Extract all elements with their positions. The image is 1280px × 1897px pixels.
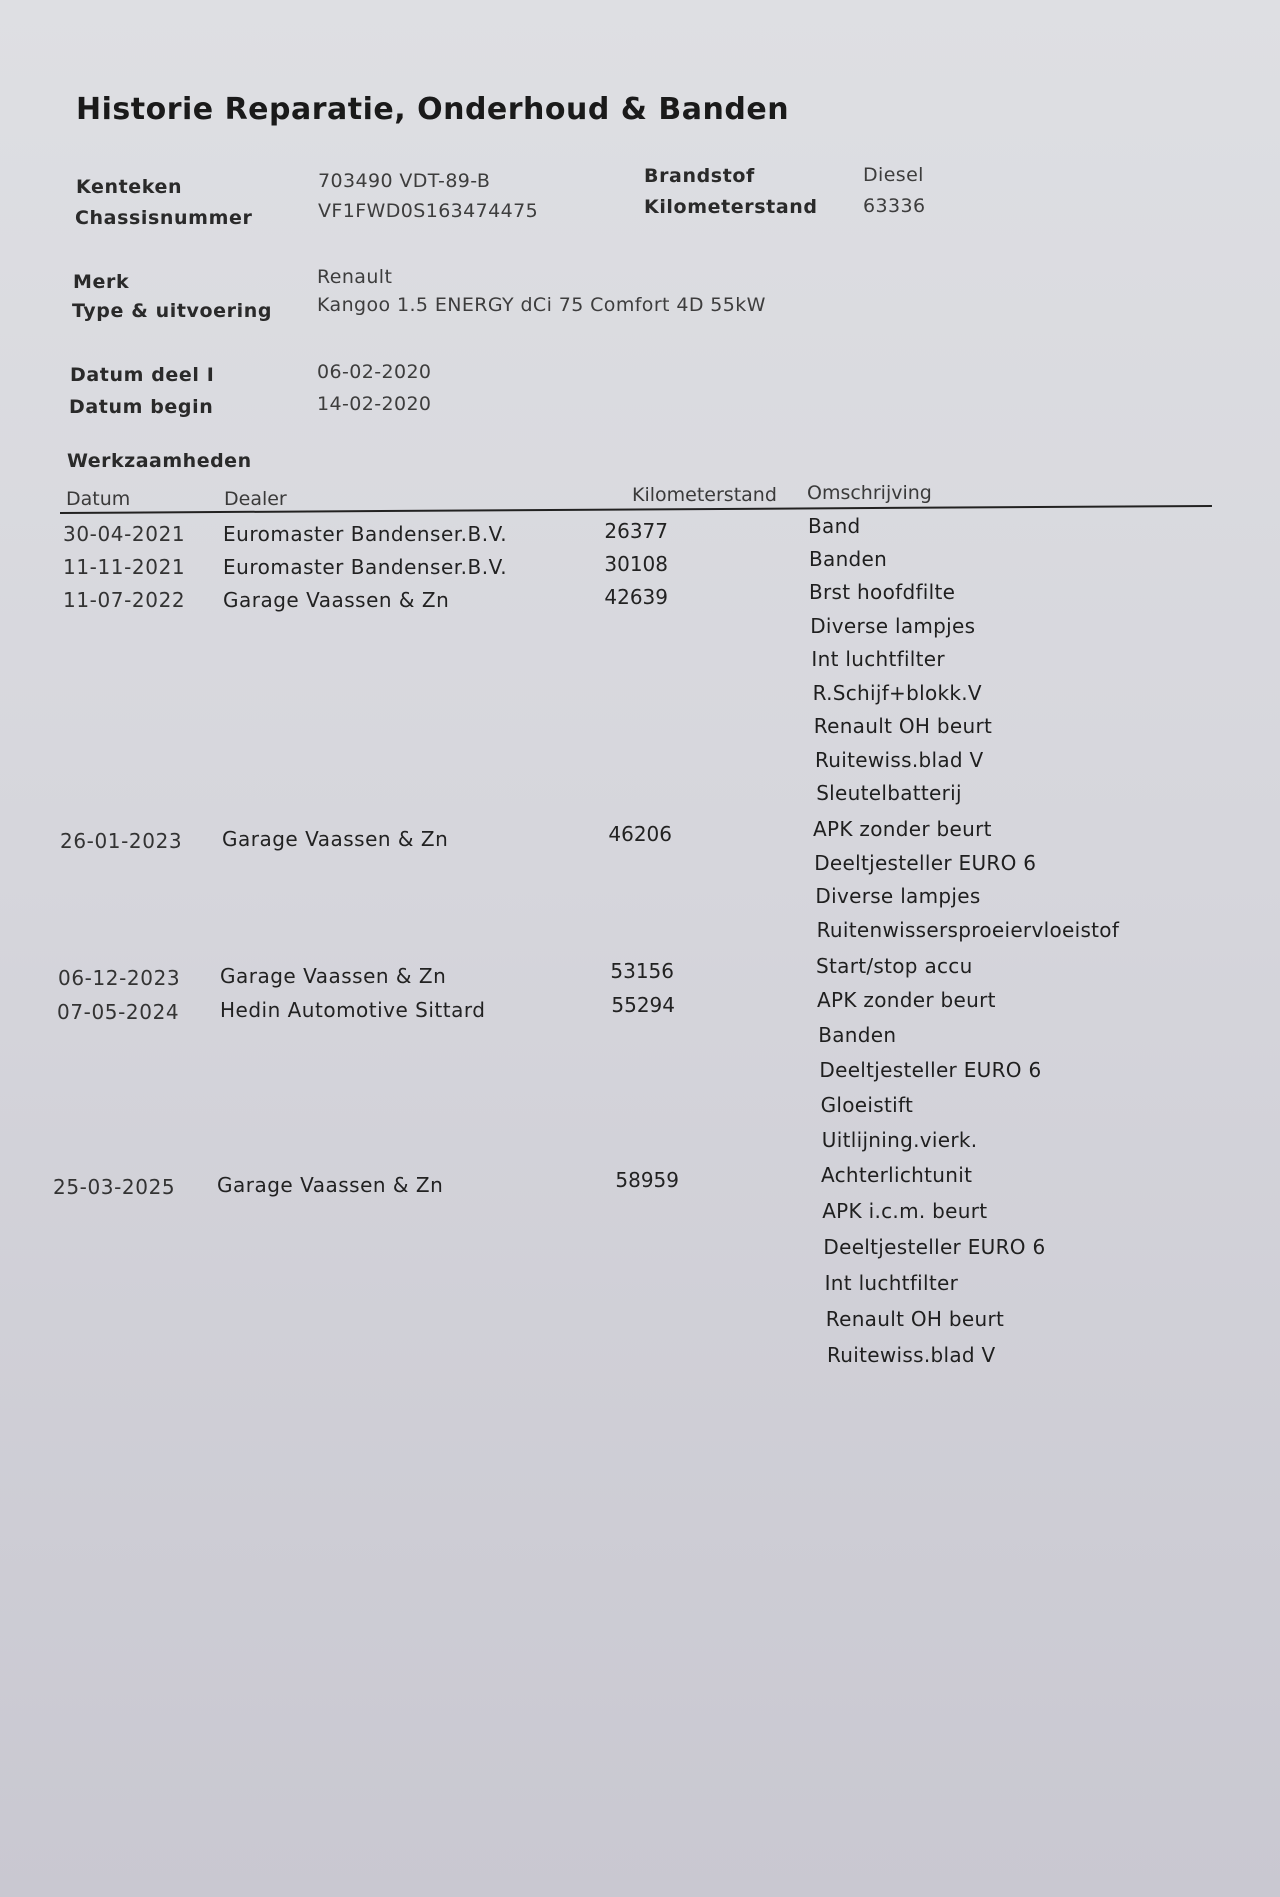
row-kilometerstand: 58959 [615, 1168, 679, 1192]
row-date: 07-05-2024 [57, 1000, 180, 1024]
row-omschrijving-item: R.Schijf+blokk.V [812, 680, 982, 705]
brandstof-label: Brandstof [644, 165, 755, 187]
row-dealer: Hedin Automotive Sittard [220, 998, 486, 1022]
type-label: Type & uitvoering [72, 300, 273, 322]
chassis-label: Chassisnummer [75, 207, 253, 229]
row-kilometerstand: 30108 [604, 552, 668, 576]
chassis-value: VF1FWD0S163474475 [318, 200, 539, 222]
row-kilometerstand: 55294 [611, 993, 675, 1017]
row-omschrijving-item: APK zonder beurt [817, 988, 996, 1012]
row-omschrijving-item: Banden [809, 547, 888, 571]
kilometerstand-value: 63336 [863, 195, 926, 217]
row-kilometerstand: 26377 [604, 519, 668, 543]
column-header-omschrijving: Omschrijving [807, 482, 932, 504]
column-header-dealer: Dealer [224, 488, 287, 510]
row-kilometerstand: 46206 [608, 822, 672, 846]
row-omschrijving-item: APK zonder beurt [813, 817, 992, 841]
row-omschrijving-item: Ruitewiss.blad V [815, 747, 984, 772]
kenteken-value: 703490 VDT-89-B [318, 170, 491, 192]
row-omschrijving-item: Deeltjesteller EURO 6 [819, 1058, 1042, 1082]
row-omschrijving-item: Brst hoofdfilte [809, 580, 956, 604]
row-date: 11-11-2021 [63, 555, 186, 579]
row-omschrijving-item: Band [808, 514, 861, 538]
column-header-datum: Datum [66, 488, 131, 510]
kilometerstand-label: Kilometerstand [644, 196, 818, 218]
type-value: Kangoo 1.5 ENERGY dCi 75 Comfort 4D 55kW [317, 294, 766, 316]
brandstof-value: Diesel [863, 164, 924, 186]
row-omschrijving-item: Diverse lampjes [810, 613, 976, 638]
row-dealer: Euromaster Bandenser.B.V. [223, 555, 508, 579]
werkzaamheden-heading: Werkzaamheden [67, 450, 252, 472]
kenteken-label: Kenteken [76, 176, 183, 198]
row-omschrijving-item: Uitlijning.vierk. [821, 1128, 978, 1152]
row-omschrijving-item: Int luchtfilter [824, 1271, 959, 1295]
row-date: 06-12-2023 [58, 966, 181, 990]
row-omschrijving-item: Deeltjesteller EURO 6 [823, 1235, 1046, 1259]
row-omschrijving-item: Gloeistift [820, 1093, 914, 1117]
row-dealer: Euromaster Bandenser.B.V. [223, 522, 508, 546]
row-omschrijving-item: Banden [818, 1023, 897, 1047]
merk-value: Renault [317, 266, 393, 288]
row-kilometerstand: 42639 [604, 585, 668, 609]
row-omschrijving-item: Int luchtfilter [811, 647, 945, 671]
row-omschrijving-item: Achterlichtunit [821, 1163, 973, 1187]
row-omschrijving-item: Ruitewiss.blad V [827, 1343, 996, 1367]
row-kilometerstand: 53156 [610, 959, 674, 983]
row-omschrijving-item: Sleutelbatterij [816, 781, 962, 805]
row-date: 25-03-2025 [53, 1175, 176, 1199]
row-omschrijving-item: Deeltjesteller EURO 6 [814, 850, 1037, 875]
column-header-kilometerstand: Kilometerstand [632, 484, 777, 506]
row-dealer: Garage Vaassen & Zn [217, 1173, 444, 1197]
merk-label: Merk [73, 271, 130, 293]
page-title: Historie Reparatie, Onderhoud & Banden [76, 92, 790, 127]
datum-deel-label: Datum deel I [70, 364, 215, 386]
row-dealer: Garage Vaassen & Zn [222, 827, 449, 851]
row-omschrijving-item: APK i.c.m. beurt [822, 1199, 988, 1223]
row-omschrijving-item: Start/stop accu [816, 954, 973, 978]
datum-deel-value: 06-02-2020 [317, 361, 432, 383]
row-omschrijving-item: Diverse lampjes [815, 884, 981, 908]
row-date: 11-07-2022 [63, 588, 186, 612]
row-dealer: Garage Vaassen & Zn [220, 964, 447, 988]
datum-begin-label: Datum begin [69, 396, 214, 418]
row-omschrijving-item: Renault OH beurt [813, 714, 993, 738]
row-date: 26-01-2023 [60, 829, 183, 853]
row-dealer: Garage Vaassen & Zn [223, 588, 450, 612]
row-date: 30-04-2021 [63, 522, 186, 546]
datum-begin-value: 14-02-2020 [317, 393, 432, 415]
row-omschrijving-item: Ruitenwissersproeiervloeistof [816, 917, 1120, 942]
row-omschrijving-item: Renault OH beurt [825, 1307, 1005, 1331]
